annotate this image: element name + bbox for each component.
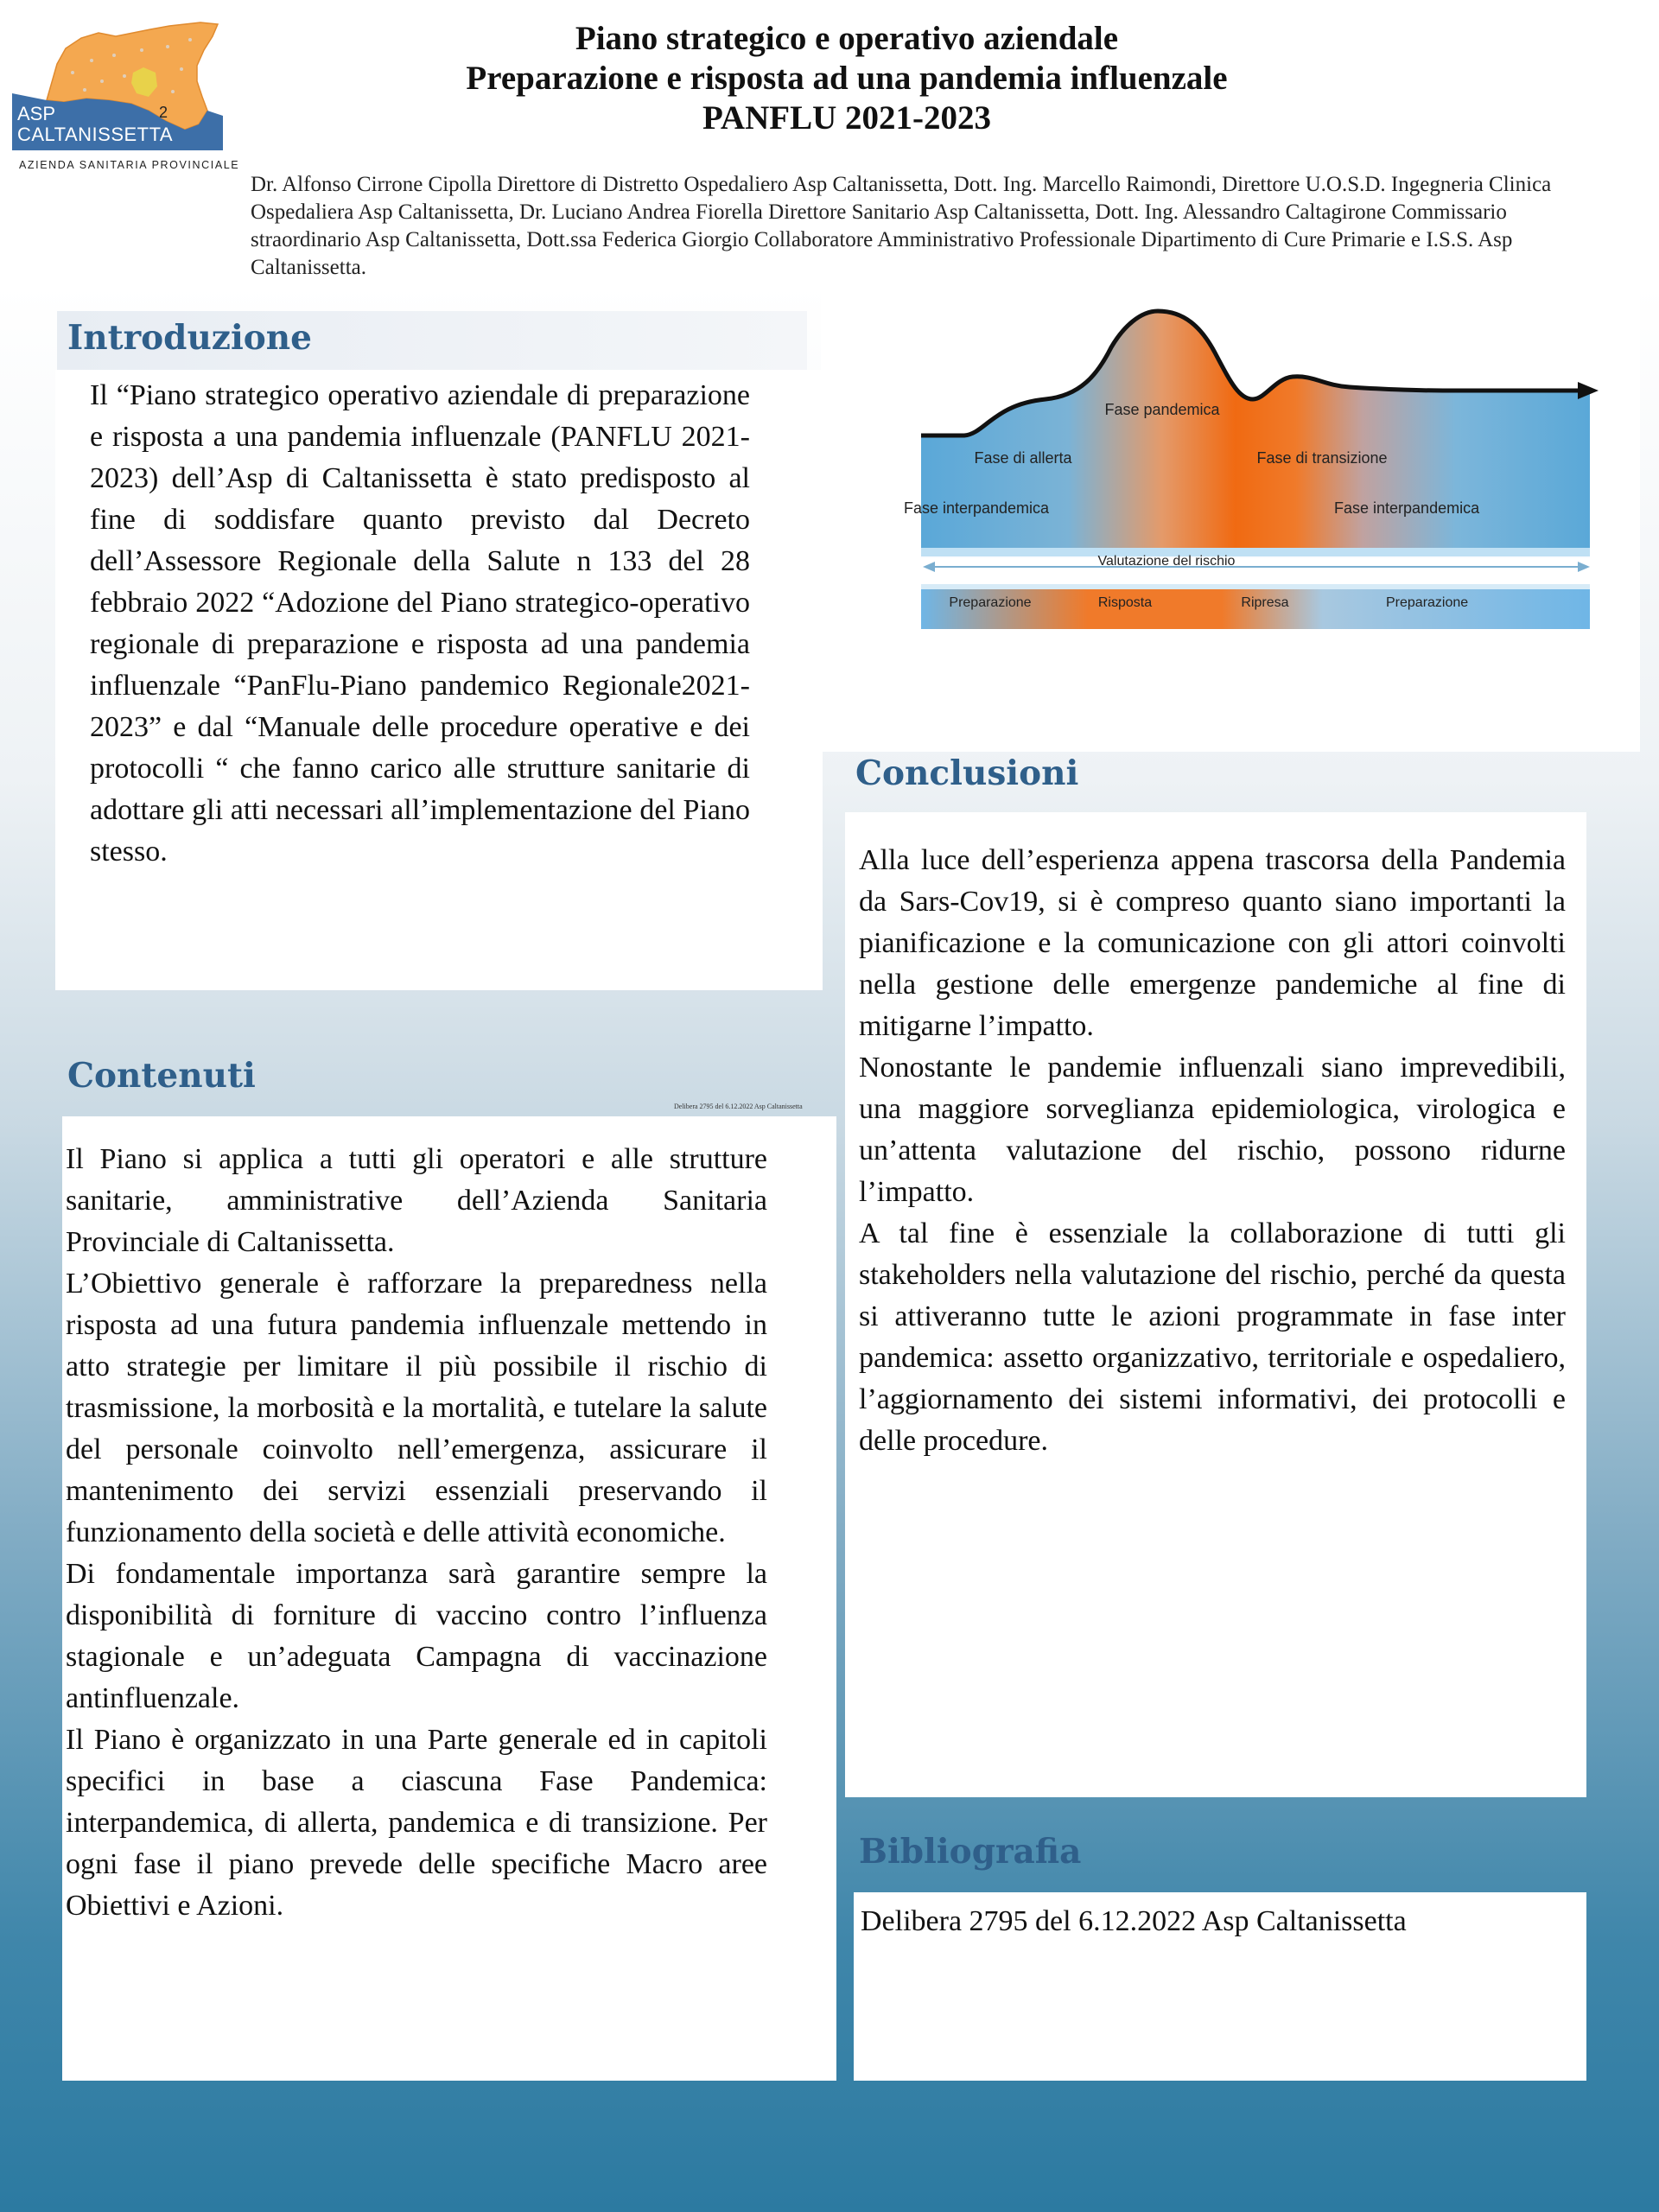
preparazione-right-label: Preparazione [1386, 595, 1469, 610]
pandemic-phases-figure [821, 292, 1640, 752]
contenuti-paragraph-1: Il Piano si applica a tutti gli operatori e alle strutture sanitarie, amministrative dell’Azienda Sanitaria Provinciale di Caltanissetta. [66, 1143, 767, 1258]
fase-pandemica-label: Fase pandemica [1104, 401, 1220, 418]
fase-transizione-label: Fase di transizione [1256, 449, 1388, 467]
poster-title [259, 19, 1434, 138]
title-line-3: PANFLU 2021-2023 [702, 99, 991, 137]
contenuti-title: Contenuti [67, 1056, 256, 1096]
bibliografia-text: Delibera 2795 del 6.12.2022 Asp Caltanissetta [861, 1905, 1407, 1937]
contenuti-paragraph-4: Il Piano è organizzato in una Parte generale ed in capitoli specifici in base a ciascuna Fase Pandemica: interpandemica, di allerta, pandemica e di transizione. Per ogni fase il piano prevede delle specifiche Macro aree Obiettivi e Azioni. [66, 1724, 767, 1922]
fase-interpandemica-left-label: Fase interpandemica [903, 499, 1050, 517]
asp-logo [12, 21, 240, 171]
logo-number: 2 [159, 104, 168, 121]
conclusioni-text [859, 840, 1566, 1462]
logo-subtitle: AZIENDA SANITARIA PROVINCIALE [19, 159, 240, 171]
logo-city-text: CALTANISSETTA [17, 124, 174, 145]
contenuti-reference-note: Delibera 2795 del 6.12.2022 Asp Caltanissetta [674, 1103, 803, 1110]
bibliografia-title: Bibliografia [859, 1832, 1082, 1872]
intro-panel [55, 370, 823, 990]
intro-text: Il “Piano strategico operativo aziendale di preparazione e risposta a una pandemia influenzale (PANFLU 2021-2023) dell’Asp di Caltanissetta è stato predisposto al fine di soddisfare quanto previsto dal Decreto dell’Assessore Regionale della Salute n 133 del 28 febbraio 2022 “Adozione del Piano strategico-operativo regionale di preparazione e risposta ad una pandemia influenzale “PanFlu-Piano pandemico Regionale2021-2023” e dal “Manuale delle procedure operative e dei protocolli “ che fanno carico alle strutture sanitarie di adottare gli atti necessari all’implementazione del Piano stesso. [90, 379, 750, 868]
ripresa-label: Ripresa [1241, 595, 1289, 610]
risposta-label: Risposta [1097, 595, 1153, 610]
conclusioni-paragraph-2: Nonostante le pandemie influenzali siano imprevedibili, una maggiore sorveglianza epidemiologica, virologica e un’attenta valutazione del rischio, possono ridurne l’impatto. [859, 1052, 1566, 1208]
contenuti-paragraph-3: Di fondamentale importanza sarà garantire sempre la disponibilità di forniture di vaccino contro l’influenza stagionale e un’adeguata Campagna di vaccinazione antinfluenzale. [66, 1558, 767, 1714]
contenuti-panel [62, 1116, 836, 2081]
title-line-2: Preparazione e risposta ad una pandemia influenzale [466, 60, 1228, 97]
pandemic-phases-diagram [821, 292, 1640, 752]
authors: Dr. Alfonso Cirrone Cipolla Direttore di Distretto Ospedaliero Asp Caltanissetta, Dott. Ing. Marcello Raimondi, Direttore U.O.S.D. Ingegneria Clinica Ospedaliera Asp Caltanissetta, Dr. Luciano Andrea Fiorella Direttore Sanitario Asp Caltanissetta, Dott. Ing. Alessandro Caltagirone Commissario straordinario Asp Caltanissetta, Dott.ssa Federica Giorgio Collaboratore Amministrativo Professionale Dipartimento di Cure Primarie e I.S.S. Asp Caltanissetta. [251, 173, 1552, 279]
preparazione-left-label: Preparazione [949, 595, 1032, 610]
fase-interpandemica-right-label: Fase interpandemica [1334, 499, 1480, 517]
contenuti-text [66, 1139, 767, 1927]
conclusioni-paragraph-3: A tal fine è essenziale la collaborazione di tutti gli stakeholders nella valutazione del rischio, perché da questa si attiveranno tutte le azioni programmate in fase inter pandemica: assetto organizzativo, territoriale e ospedaliero, l’aggiornamento dei sistemi informativi, dei protocolli e delle procedure. [859, 1217, 1566, 1457]
contenuti-paragraph-2: L’Obiettivo generale è rafforzare la preparedness nella risposta ad una futura pandemia influenzale mettendo in atto strategie per limitare il più possibile il rischio di trasmissione, la morbosità e la mortalità, e tutelare la salute del personale coinvolto nell’emergenza, assicurare il mantenimento dei servizi essenziali preservando il funzionamento della società e delle attività economiche. [66, 1268, 767, 1548]
conclusioni-title: Conclusioni [855, 753, 1079, 793]
title-line-1: Piano strategico e operativo aziendale [575, 20, 1119, 57]
bibliografia-panel [854, 1892, 1586, 2081]
intro-title: Introduzione [67, 318, 312, 358]
logo-asp-text: ASP [17, 103, 56, 124]
conclusioni-panel [845, 812, 1586, 1797]
conclusioni-paragraph-1: Alla luce dell’esperienza appena trascorsa della Pandemia da Sars-Cov19, si è compreso quanto siano importanti la pianificazione e la comunicazione con gli attori coinvolti nella gestione delle emergenze pandemiche al fine di mitigarne l’impatto. [859, 844, 1566, 1042]
fase-allerta-label: Fase di allerta [974, 449, 1072, 467]
valutazione-rischio-label: Valutazione del rischio [1097, 554, 1236, 569]
